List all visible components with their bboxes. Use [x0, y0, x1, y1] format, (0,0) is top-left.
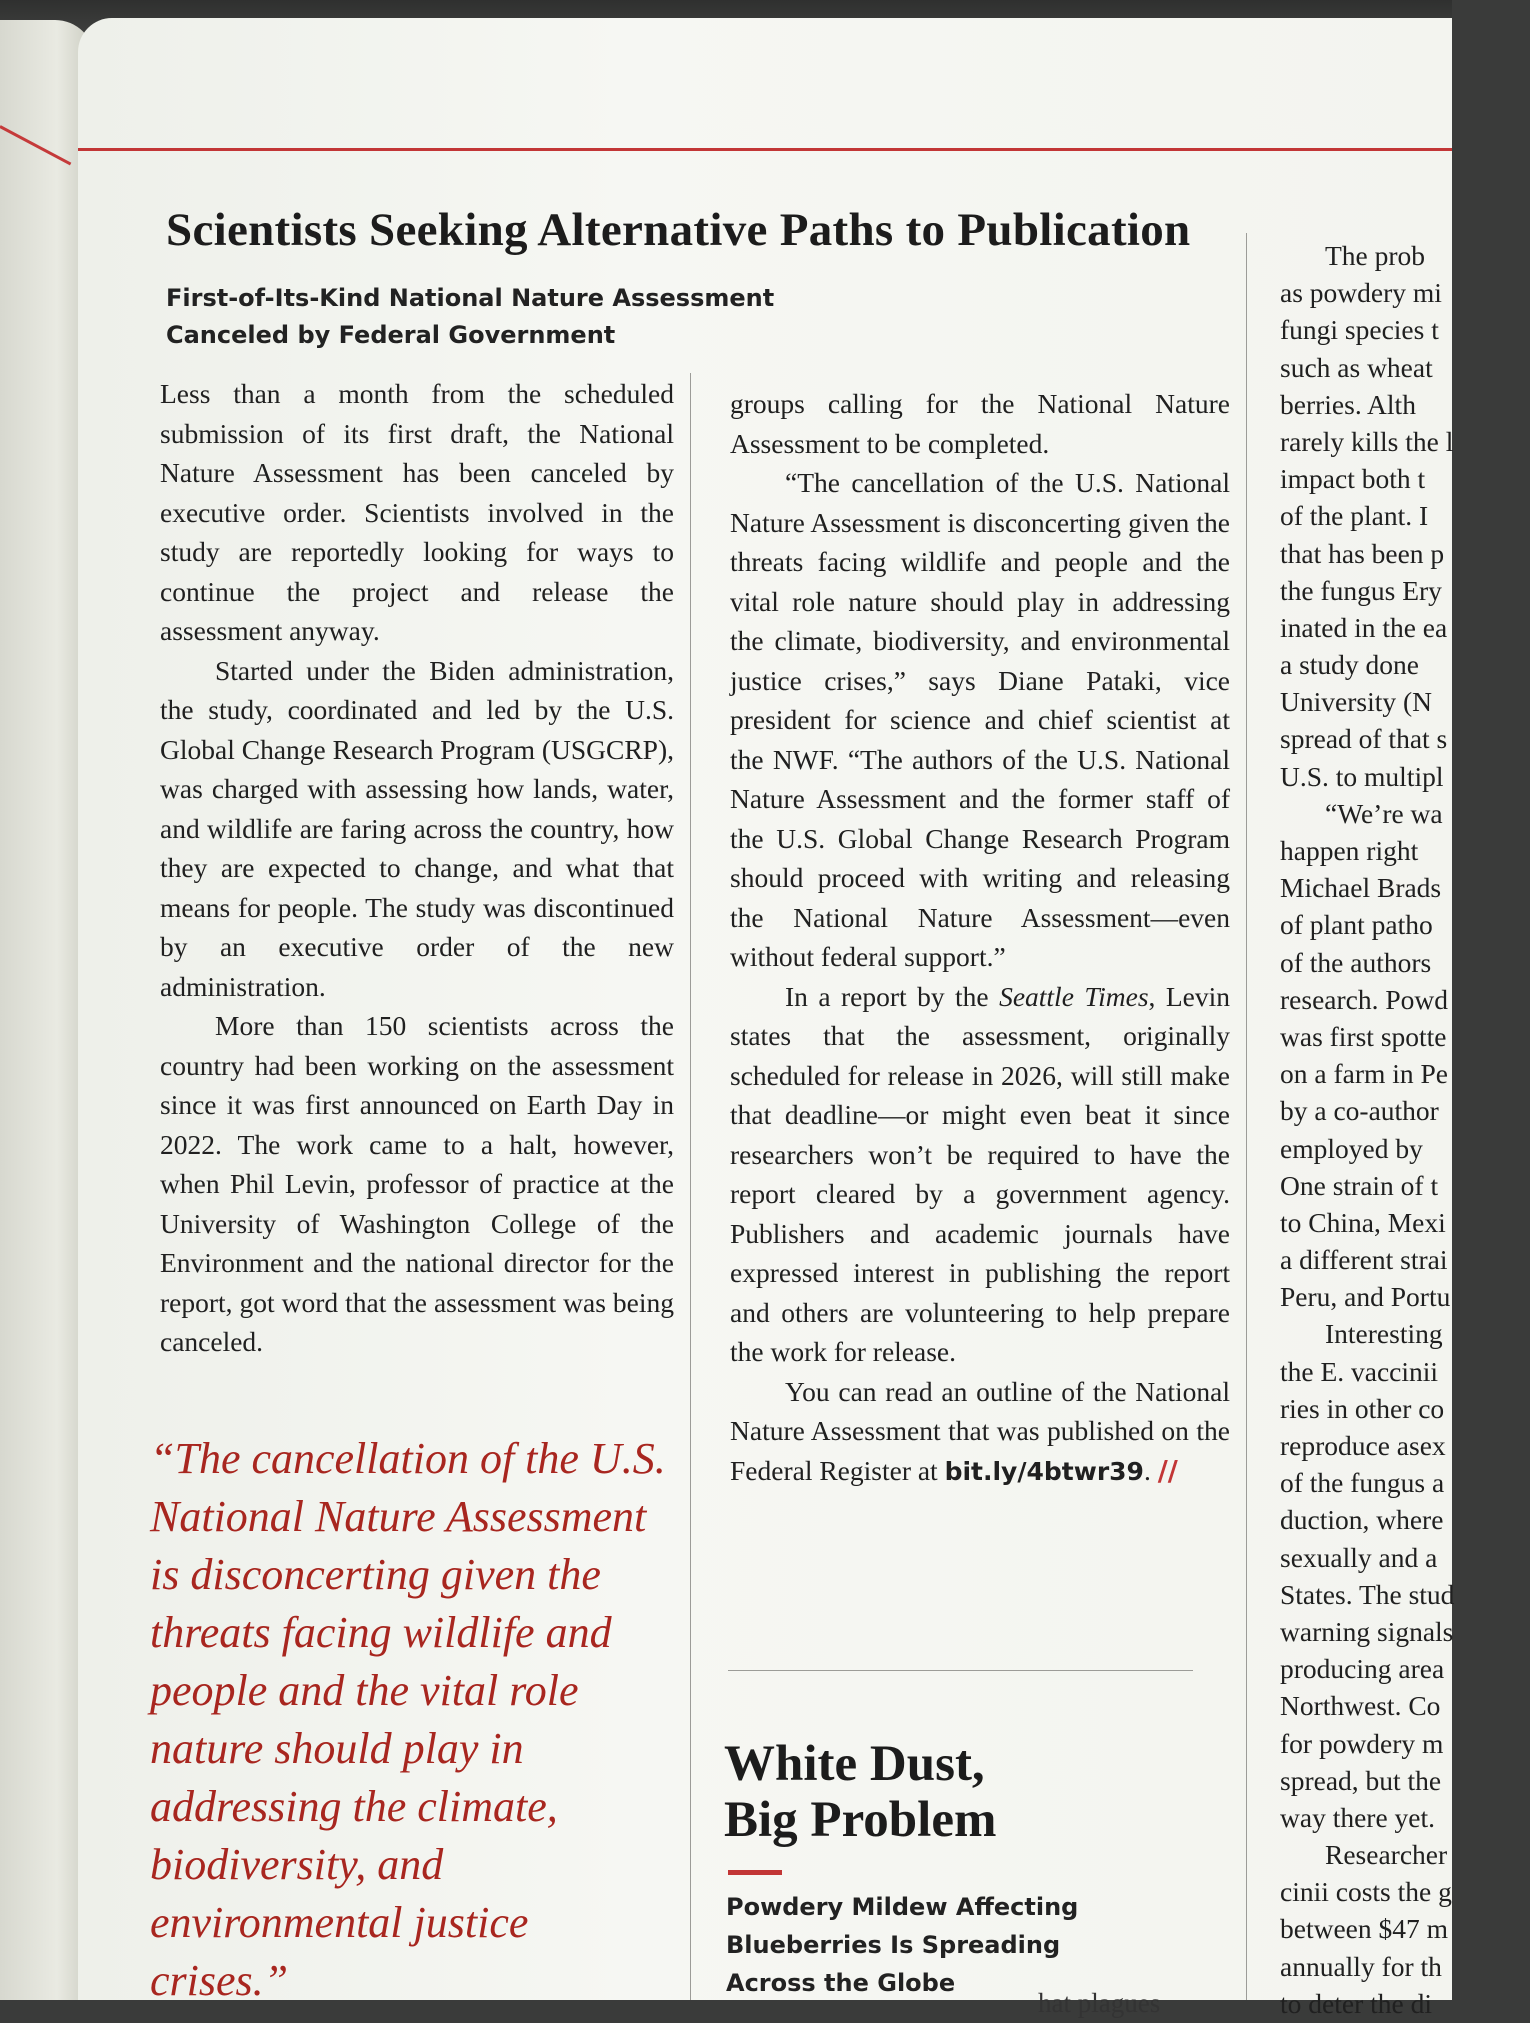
- column-3-line: One strain of t: [1280, 1169, 1439, 1201]
- second-article-headline: [724, 1736, 1164, 1848]
- column-3-line: of the authors: [1280, 946, 1432, 978]
- column-3-line: as powdery mi: [1280, 277, 1442, 309]
- column-3-line: research. Powd: [1280, 983, 1448, 1015]
- second-article-subhead: [726, 1888, 1196, 2002]
- text-run: .: [1143, 1454, 1158, 1486]
- text-run: In a report by the: [785, 980, 1000, 1012]
- text-run: ,: [1148, 980, 1166, 1012]
- column-3-line: spread, but the: [1280, 1764, 1442, 1796]
- column-divider: [690, 373, 691, 2000]
- column-3-line: of the plant. I: [1280, 500, 1429, 532]
- cut-off-text: hat plagues: [1038, 1988, 1161, 2018]
- column-3-line: University (N: [1280, 686, 1432, 718]
- column-3-line: to deter the di: [1280, 1987, 1432, 2019]
- column-3-line: a study done: [1280, 649, 1420, 681]
- column-3-line: duction, where: [1280, 1504, 1444, 1536]
- column-3-line: the E. vaccinii: [1280, 1355, 1439, 1387]
- paragraph: [730, 1372, 1230, 1492]
- column-3-line: by a co-author: [1280, 1095, 1439, 1127]
- article-separator: [728, 1670, 1193, 1671]
- column-3-line: fungi species t: [1280, 314, 1439, 346]
- column-3-line: happen right: [1280, 835, 1419, 866]
- subhead-line: Blueberries Is Spreading: [726, 1931, 1061, 1959]
- column-3-line: was first spotte: [1280, 1020, 1447, 1052]
- body-column-2: [730, 384, 1230, 1491]
- column-3-line: cinii costs the g: [1280, 1876, 1452, 1908]
- column-3-line: Interesting: [1325, 1318, 1443, 1350]
- column-3-line: States. The stud: [1280, 1578, 1455, 1610]
- column-3-line: sexually and a: [1280, 1541, 1438, 1573]
- subhead-line: First-of-Its-Kind National Nature Assessment: [166, 284, 775, 312]
- article-headline: Scientists Seeking Alternative Paths to Publication: [166, 204, 1191, 256]
- paragraph: [730, 977, 1230, 1372]
- publication-name: Seattle Times: [999, 980, 1149, 1012]
- paragraph: Started under the Biden administration, the study, coordinated and led by the U.S. Global Change Research Program (USGCRP), was charged with assessing how lands, water, and wildlife are faring across the country, how they are expected to change, and what that means for people. The study was discontinued by an executive order of the new administration.: [160, 654, 675, 1002]
- column-3-line: spread of that s: [1280, 723, 1448, 755]
- pull-quote: “The cancellation of the U.S. National Nature Assessment is disconcerting given the threats facing wildlife and people and the vital role nature should play in addressing the climate, biodiversity, and environmental justice crises.”: [150, 1434, 666, 2005]
- column-3-line: Michael Brads: [1280, 872, 1442, 904]
- column-3-line: impact both t: [1280, 463, 1426, 495]
- column-3-line: a different strai: [1280, 1244, 1448, 1276]
- column-3-line: Peru, and Portu: [1280, 1281, 1451, 1313]
- column-3-line: for powdery m: [1280, 1727, 1444, 1759]
- column-3-line: the fungus Ery: [1280, 574, 1442, 606]
- outline-link[interactable]: bit.ly/4btwr39: [944, 1456, 1144, 1486]
- column-3-line: U.S. to multipl: [1280, 760, 1444, 792]
- paragraph: “The cancellation of the U.S. National Nature Assessment is disconcerting given the threats facing wildlife and people and the vital role nature should play in addressing the climate, biodiversity, and environmental justice crises,” says Diane Pataki, vice president for science and chief scientist at the NWF. “The authors of the U.S. National Nature Assessment and the former staff of the U.S. Global Change Research Program should proceed with writing and releasing the National Nature Assessment—even without federal support.”: [730, 467, 1230, 972]
- subhead-line: Across the Globe: [726, 1969, 956, 1997]
- column-3-line: The prob: [1325, 240, 1426, 271]
- paragraph: groups calling for the National Nature Assessment to be completed.: [730, 388, 1230, 459]
- paragraph: More than 150 scientists across the country had been working on the assessment since it was first announced on Earth Day in 2022. The work came to a halt, however, when Phil Levin, professor of practice at the University of Washington College of the Environment and the national director for the report, got word that the assessment was being canceled.: [160, 1010, 674, 1357]
- column-3-line: producing area: [1280, 1653, 1445, 1685]
- column-3-line: to China, Mexi: [1280, 1206, 1446, 1238]
- column-3-line: way there yet.: [1280, 1801, 1435, 1833]
- column-3-line: annually for th: [1280, 1950, 1442, 1982]
- column-3-line: inated in the ea: [1280, 611, 1448, 643]
- column-3-line: rarely kills the l: [1280, 425, 1454, 457]
- column-3-line: such as wheat: [1280, 351, 1433, 383]
- article-subhead: [166, 280, 806, 354]
- column-3-line: that has been p: [1280, 537, 1445, 569]
- headline-line: Big Problem: [724, 1792, 997, 1848]
- column-3-line: employed by: [1280, 1132, 1423, 1164]
- column-3-line: of the fungus a: [1280, 1467, 1445, 1499]
- subhead-line: Canceled by Federal Government: [166, 321, 616, 349]
- red-accent-bar: [728, 1870, 782, 1875]
- column-3-line: berries. Alth: [1280, 388, 1416, 420]
- column-3-line: of plant patho: [1280, 909, 1433, 941]
- column-3-line: Researcher: [1325, 1839, 1448, 1871]
- text-run: Levin states that the assessment, originally scheduled for release in 2026, will still make that deadline—or might even beat it since researchers won’t be required to have the report cleared by a government agency. Publishers and academic journals have expressed interest in publishing the report and others are volunteering to help prepare the work for release.: [730, 980, 1230, 1367]
- magazine-page: [78, 18, 1455, 2019]
- column-3-line: “We’re wa: [1325, 797, 1443, 829]
- column-3-line: warning signals: [1280, 1615, 1454, 1647]
- headline-line: White Dust,: [724, 1736, 985, 1792]
- body-column-1: [160, 374, 674, 1362]
- column-3-line: ries in other co: [1280, 1392, 1445, 1424]
- end-mark: //: [1157, 1454, 1178, 1487]
- column-3-line: on a farm in Pe: [1280, 1058, 1449, 1090]
- text-run: You can read an outline of the National Nature Assessment that was published on the Federal Register at: [730, 1375, 1230, 1486]
- paragraph: Less than a month from the scheduled submission of its first draft, the National Nature Assessment has been canceled by executive order. Scientists involved in the study are reportedly looking for ways to continue the project and release the assessment anyway.: [160, 378, 674, 646]
- column-divider: [1246, 233, 1247, 2000]
- subhead-line: Powdery Mildew Affecting: [726, 1893, 1079, 1921]
- body-column-3: [1280, 236, 1530, 2021]
- top-red-rule: [78, 148, 1452, 151]
- column-3-line: reproduce asex: [1280, 1430, 1446, 1461]
- column-3-line: between $47 m: [1280, 1913, 1449, 1945]
- column-3-line: Northwest. Co: [1280, 1690, 1441, 1722]
